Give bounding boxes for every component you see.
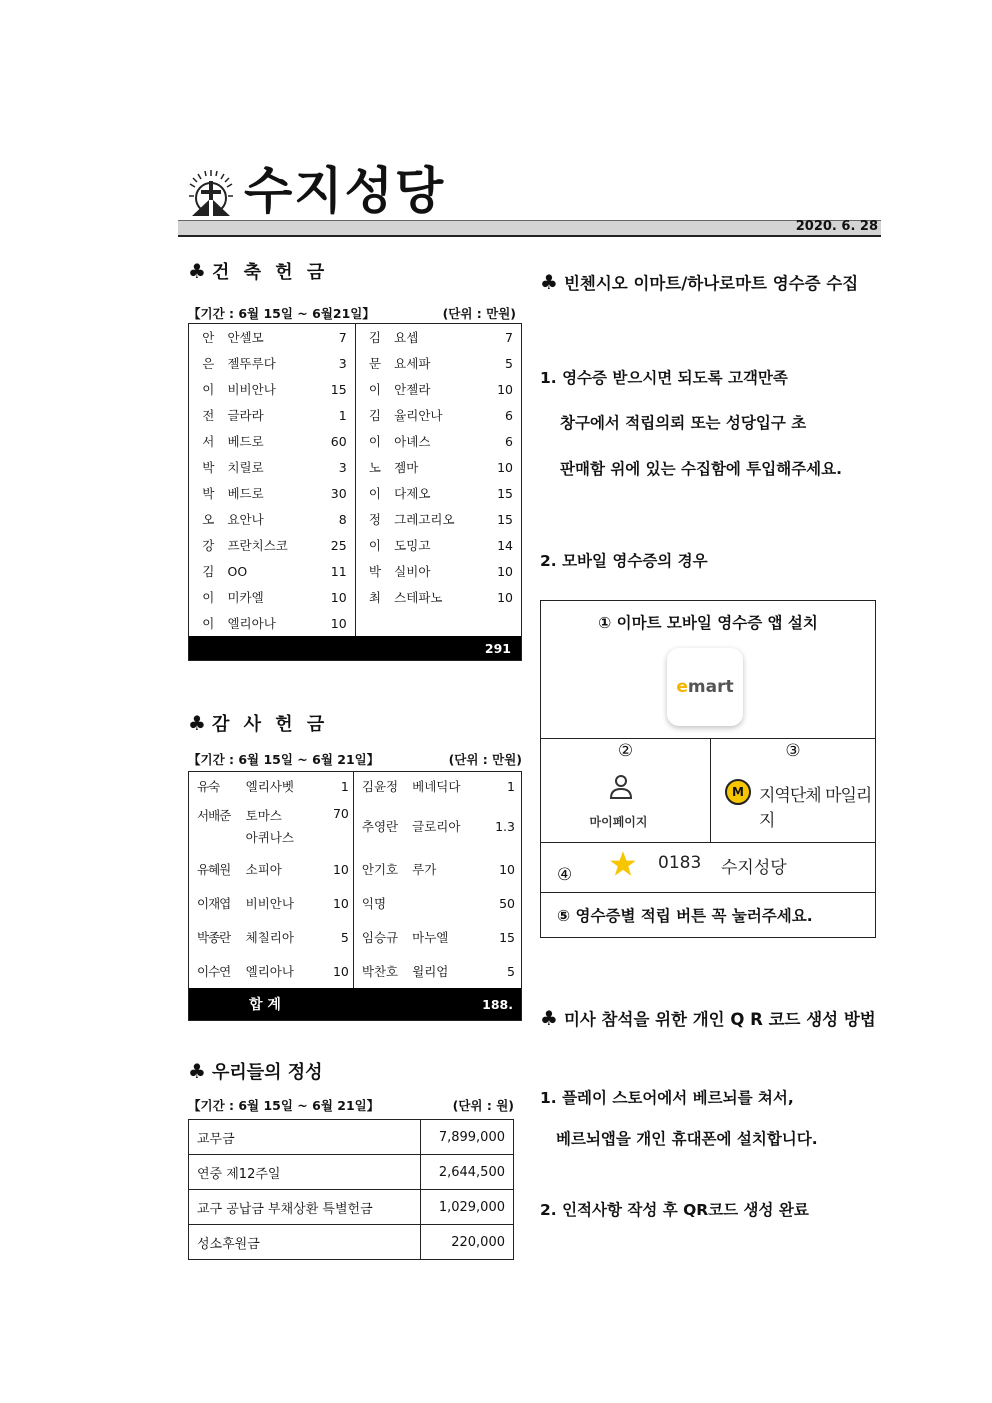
offering-row bbox=[189, 1225, 514, 1260]
construction-unit: (단위 : 만원) bbox=[442, 306, 516, 321]
thanks-title: ♣ 감 사 헌 금 bbox=[188, 711, 329, 735]
thanks-period: 【기간 : 6월 15일 ~ 6월 21일】 bbox=[188, 752, 380, 767]
donor-name: 율리안나 bbox=[394, 408, 443, 423]
construction-row bbox=[189, 324, 522, 351]
donor-name: 안젤라 bbox=[394, 382, 431, 397]
baptismal-name-line: 아퀴나스 bbox=[245, 830, 294, 845]
thanks-row bbox=[189, 920, 522, 954]
donor-surname: 박 bbox=[202, 486, 215, 501]
donation-amount: 3 bbox=[314, 454, 356, 480]
thanks-total: 188. bbox=[353, 988, 521, 1021]
thanks-row bbox=[189, 772, 522, 801]
divider bbox=[541, 892, 875, 893]
church-logo bbox=[186, 168, 236, 218]
donation-amount: 10 bbox=[323, 954, 353, 988]
offering-row bbox=[189, 1120, 514, 1155]
donor-name: 요안나 bbox=[227, 512, 264, 527]
donor-surname: 이 bbox=[368, 486, 381, 501]
construction-period-row bbox=[188, 304, 516, 322]
thanks-total-row bbox=[189, 988, 522, 1021]
donor-name: 요세파 bbox=[394, 356, 431, 371]
donor-name: 추영란 bbox=[361, 819, 399, 834]
donor-name: 젬마 bbox=[394, 460, 419, 475]
thanks-row bbox=[189, 800, 522, 852]
receipt-step1-line3: 판매함 위에 있는 수집함에 투입해주세요. bbox=[560, 460, 843, 478]
bulletin-date: 2020. 6. 28 bbox=[795, 219, 878, 234]
donor-name: 실비아 bbox=[394, 564, 431, 579]
donor-surname: 전 bbox=[202, 408, 215, 423]
thanks-total-label: 합 계 bbox=[189, 988, 354, 1021]
donation-amount: 30 bbox=[314, 480, 356, 506]
baptismal-name: 체칠리아 bbox=[245, 930, 294, 945]
donor-name: 서배준 bbox=[197, 808, 231, 823]
offerings-title: ♣ 우리들의 정성 bbox=[188, 1059, 323, 1083]
donor-surname: 박 bbox=[202, 460, 215, 475]
donor-surname: 이 bbox=[368, 538, 381, 553]
donor-surname: 이 bbox=[202, 382, 215, 397]
construction-total-row bbox=[189, 636, 522, 661]
club-icon: ♣ bbox=[540, 1006, 558, 1030]
offering-amount: 2,644,500 bbox=[421, 1155, 514, 1190]
donation-amount: 15 bbox=[497, 511, 513, 527]
donor-name: 이재엽 bbox=[197, 896, 231, 911]
construction-row bbox=[189, 480, 522, 506]
emart-app-icon bbox=[667, 648, 743, 726]
thanks-row bbox=[189, 886, 522, 920]
construction-row bbox=[189, 558, 522, 584]
donor-surname: 김 bbox=[202, 564, 215, 579]
baptismal-name: 비비안나 bbox=[245, 896, 294, 911]
receipt-step1-line2: 창구에서 적립의뢰 또는 성당입구 초 bbox=[560, 414, 807, 432]
donor-surname bbox=[355, 610, 394, 636]
donor-name: 미카엘 bbox=[227, 590, 264, 605]
donation-amount: 10 bbox=[323, 886, 353, 920]
donor-name: 익명 bbox=[361, 896, 387, 911]
donor-name: 베드로 bbox=[227, 486, 264, 501]
header-bar bbox=[178, 220, 881, 237]
baptismal-name: 엘리사벳 bbox=[245, 779, 294, 794]
star-icon bbox=[609, 850, 637, 877]
construction-row bbox=[189, 506, 522, 532]
church-name: 수지성당 bbox=[244, 162, 446, 220]
baptismal-name: 소피아 bbox=[245, 862, 282, 877]
donation-amount: 8 bbox=[314, 506, 356, 532]
qr-step2: 2. 인적사항 작성 후 QR코드 생성 완료 bbox=[540, 1201, 809, 1219]
person-icon bbox=[609, 774, 633, 800]
donor-name: 이수연 bbox=[197, 964, 231, 979]
thanks-row bbox=[189, 852, 522, 886]
donation-amount: 10 bbox=[314, 584, 356, 610]
construction-row bbox=[189, 402, 522, 428]
thanks-period-row bbox=[188, 750, 522, 768]
donor-surname: 이 bbox=[202, 590, 215, 605]
donation-amount: 25 bbox=[314, 532, 356, 558]
donation-amount: 10 bbox=[497, 563, 513, 579]
receipt-title: ♣ 빈첸시오 이마트/하나로마트 영수증 수집 bbox=[540, 270, 859, 294]
offering-label: 성소후원금 bbox=[189, 1225, 421, 1260]
group-name: 수지성당 bbox=[721, 858, 787, 878]
receipt-step2: 2. 모바일 영수증의 경우 bbox=[540, 552, 708, 570]
offering-row bbox=[189, 1190, 514, 1225]
thanks-table bbox=[188, 771, 522, 1021]
donor-name: 임승규 bbox=[361, 930, 399, 945]
donor-surname: 은 bbox=[202, 356, 215, 371]
donor-surname: 박 bbox=[368, 564, 381, 579]
donor-name: 유숙 bbox=[197, 779, 220, 794]
donor-surname: 김 bbox=[368, 408, 381, 423]
offerings-period: 【기간 : 6월 15일 ~ 6월 21일】 bbox=[188, 1098, 380, 1113]
construction-row bbox=[189, 610, 522, 636]
mobile-receipt-steps bbox=[540, 600, 876, 938]
donation-amount: 1 bbox=[507, 778, 515, 794]
thanks-unit: (단위 : 만원) bbox=[448, 752, 522, 767]
donation-amount: 14 bbox=[497, 537, 513, 553]
construction-row bbox=[189, 584, 522, 610]
donor-surname: 서 bbox=[202, 434, 215, 449]
club-icon: ♣ bbox=[188, 711, 206, 735]
offerings-table bbox=[188, 1119, 514, 1260]
donor-name: 스테파노 bbox=[394, 590, 443, 605]
donor-surname: 오 bbox=[202, 512, 215, 527]
donor-name: 글라라 bbox=[227, 408, 264, 423]
donation-amount: 6 bbox=[505, 433, 513, 449]
baptismal-name: 윌리엄 bbox=[412, 964, 449, 979]
baptismal-name: 루가 bbox=[412, 862, 437, 877]
donation-amount: 15 bbox=[314, 376, 356, 402]
qr-step1-line1: 1. 플레이 스토어에서 베르뇌를 쳐서, bbox=[540, 1089, 794, 1107]
donor-name: 비비안나 bbox=[227, 382, 276, 397]
donation-amount: 60 bbox=[314, 428, 356, 454]
step4-number: ④ bbox=[557, 865, 573, 885]
club-icon: ♣ bbox=[188, 259, 206, 283]
donor-name: 아녜스 bbox=[394, 434, 431, 449]
donation-amount: 70 bbox=[323, 800, 353, 852]
donation-amount: 5 bbox=[505, 355, 513, 371]
donor-surname: 강 bbox=[202, 538, 215, 553]
emart-logo: emart bbox=[676, 677, 734, 697]
offering-amount: 220,000 bbox=[421, 1225, 514, 1260]
club-icon: ♣ bbox=[188, 1059, 206, 1083]
donation-amount: 3 bbox=[314, 350, 356, 376]
qr-title: ♣ 미사 참석을 위한 개인 Q R 코드 생성 방법 bbox=[540, 1006, 876, 1030]
baptismal-name bbox=[246, 800, 324, 852]
donor-surname: 이 bbox=[368, 434, 381, 449]
baptismal-name-line: 토마스 bbox=[245, 808, 282, 823]
donation-amount: 10 bbox=[497, 381, 513, 397]
construction-row bbox=[189, 376, 522, 402]
donor-surname: 문 bbox=[368, 356, 381, 371]
thanks-row bbox=[189, 954, 522, 988]
donor-name: 엘리아나 bbox=[227, 616, 276, 631]
construction-table bbox=[188, 323, 522, 661]
donor-name: 베드로 bbox=[227, 434, 264, 449]
donation-amount: 6 bbox=[505, 407, 513, 423]
step3-number: ③ bbox=[785, 741, 801, 761]
group-code: 0183 bbox=[658, 853, 702, 873]
baptismal-name: 엘리아나 bbox=[245, 964, 294, 979]
qr-step1-line2: 베르뇌앱을 개인 휴대폰에 설치합니다. bbox=[556, 1130, 818, 1148]
donation-amount: 5 bbox=[507, 963, 515, 979]
donation-amount: 11 bbox=[314, 558, 356, 584]
donor-name: 젤뚜루다 bbox=[227, 356, 276, 371]
donor-name: 치릴로 bbox=[227, 460, 264, 475]
donor-surname: 김 bbox=[368, 330, 381, 345]
donation-amount: 1 bbox=[323, 772, 353, 801]
divider bbox=[541, 842, 875, 843]
receipt-step1-line1: 1. 영수증 받으시면 되도록 고객만족 bbox=[540, 369, 788, 387]
donation-amount: 10 bbox=[497, 459, 513, 475]
donor-surname: 이 bbox=[368, 382, 381, 397]
donation-amount: 15 bbox=[497, 485, 513, 501]
construction-row bbox=[189, 532, 522, 558]
baptismal-name: 베네딕다 bbox=[412, 779, 461, 794]
construction-row bbox=[189, 350, 522, 376]
donor-name: 유혜원 bbox=[197, 862, 231, 877]
construction-title: ♣ 건 축 헌 금 bbox=[188, 259, 329, 283]
donor-surname: 노 bbox=[368, 460, 381, 475]
donation-amount: 1.3 bbox=[495, 818, 515, 834]
step5-press-button: ⑤ 영수증별 적립 버튼 꼭 눌러주세요. bbox=[557, 907, 813, 925]
donor-name: 안기호 bbox=[361, 862, 399, 877]
donor-name: 다제오 bbox=[394, 486, 431, 501]
donation-amount: 50 bbox=[499, 895, 515, 911]
step2-number: ② bbox=[617, 741, 634, 761]
divider bbox=[541, 738, 875, 739]
donor-name: 도밍고 bbox=[394, 538, 431, 553]
donation-amount: 5 bbox=[323, 920, 353, 954]
offering-amount: 7,899,000 bbox=[421, 1120, 514, 1155]
donation-amount: 7 bbox=[314, 324, 356, 351]
my-page-label: 마이페이지 bbox=[589, 815, 648, 829]
donor-name: 안셀모 bbox=[227, 330, 264, 345]
donor-name: 박종란 bbox=[197, 930, 231, 945]
donor-surname: 정 bbox=[368, 512, 381, 527]
offerings-period-row bbox=[188, 1096, 514, 1114]
donor-name: OO bbox=[227, 563, 248, 579]
donation-amount: 10 bbox=[499, 861, 515, 877]
donor-name: 그레고리오 bbox=[394, 512, 455, 527]
construction-total: 291 bbox=[189, 636, 522, 661]
donation-amount bbox=[480, 610, 522, 636]
donor-name: 박찬호 bbox=[361, 964, 399, 979]
offerings-unit: (단위 : 원) bbox=[452, 1098, 514, 1113]
donor-surname: 이 bbox=[202, 616, 215, 631]
donor-name bbox=[394, 610, 480, 636]
baptismal-name: 글로리아 bbox=[412, 819, 461, 834]
offering-label: 교구 공납금 부채상환 특별헌금 bbox=[189, 1190, 421, 1225]
offering-label: 연중 제12주일 bbox=[189, 1155, 421, 1190]
donor-surname: 최 bbox=[368, 590, 381, 605]
offering-amount: 1,029,000 bbox=[421, 1190, 514, 1225]
donor-name: 요셉 bbox=[394, 330, 419, 345]
offering-label: 교무금 bbox=[189, 1120, 421, 1155]
donation-amount: 10 bbox=[497, 589, 513, 605]
donation-amount: 10 bbox=[314, 610, 356, 636]
construction-row bbox=[189, 454, 522, 480]
donation-amount: 15 bbox=[499, 929, 515, 945]
donor-surname: 안 bbox=[202, 330, 215, 345]
donor-name: 프란치스코 bbox=[227, 538, 288, 553]
construction-period: 【기간 : 6월 15일 ~ 6월21일】 bbox=[188, 306, 375, 321]
club-icon: ♣ bbox=[540, 270, 558, 294]
donation-amount: 7 bbox=[505, 329, 513, 345]
offering-row bbox=[189, 1155, 514, 1190]
donor-name: 김윤정 bbox=[361, 779, 399, 794]
donation-amount: 10 bbox=[323, 852, 353, 886]
baptismal-name: 마누엘 bbox=[412, 930, 449, 945]
mileage-icon: M bbox=[725, 779, 751, 805]
donation-amount: 1 bbox=[314, 402, 356, 428]
local-group-mileage-label: 지역단체 마일리지 bbox=[759, 786, 872, 831]
baptismal-name bbox=[412, 886, 489, 920]
construction-row bbox=[189, 428, 522, 454]
step1-install-app: ① 이마트 모바일 영수증 앱 설치 bbox=[598, 614, 818, 632]
